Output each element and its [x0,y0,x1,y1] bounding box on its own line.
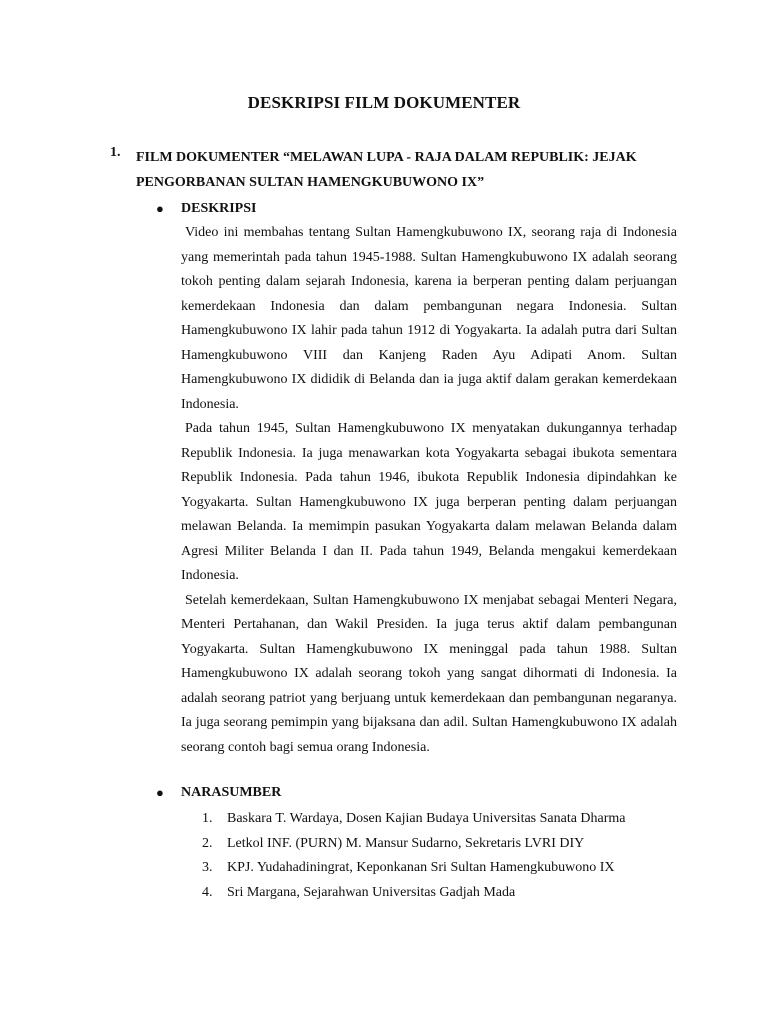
sources-heading: NARASUMBER [181,785,282,800]
section-heading: FILM DOKUMENTER “MELAWAN LUPA - RAJA DALAM REPUBLIK: JEJAK PENGORBANAN SULTAN HAMENGKUBUWONO IX” [136,150,637,190]
section-1 [110,145,680,900]
list-item [156,881,680,906]
description-paragraph-1: Video ini membahas tentang Sultan Hamengkubuwono IX, seorang raja di Indonesia yang memerintah pada tahun 1945-1988. Sultan Hamengkubuwono IX adalah seorang tokoh penting dalam sejarah Indonesia, karena ia berperan penting dalam perjuangan kemerdekaan Indonesia dan dalam pembangunan negara Indonesia. Sultan Hamengkubuwono IX lahir pada tahun 1912 di Yogyakarta. Ia adalah putra dari Sultan Hamengkubuwono VIII dan Kanjeng Raden Ayu Adipati Anom. Sultan Hamengkubuwono IX dididik di Belanda dan ia juga aktif dalam gerakan kemerdekaan Indonesia. [181,225,677,412]
list-item-text: KPJ. Yudahadiningrat, Keponkanan Sri Sultan Hamengkubuwono IX [227,860,615,875]
list-item-number: 3. [202,860,213,875]
document-title: DESKRIPSI FILM DOKUMENTER [247,93,521,112]
bullet-icon: ● [156,201,164,216]
list-item-number: 4. [202,884,213,900]
description-paragraph-2: Pada tahun 1945, Sultan Hamengkubuwono IX menyatakan dukungannya terhadap Republik Indonesia. Ia juga menawarkan kota Yogyakarta sebagai ibukota sementara Republik Indonesia. Pada tahun 1946, ibukota Republik Indonesia dipindahkan ke Yogyakarta. Sultan Hamengkubuwono IX juga berperan penting dalam perjuangan melawan Belanda. Ia memimpin pasukan Yogyakarta dalam melawan Belanda dalam Agresi Militer Belanda I dan II. Pada tahun 1949, Belanda mengakui kemerdekaan Indonesia. [181,421,677,583]
list-item [156,832,680,857]
section-number: 1. [110,145,121,160]
list-item-text: Sri Margana, Sejarahwan Universitas Gadjah Mada [227,884,516,900]
list-item-number: 1. [202,811,213,826]
sources-list [156,807,680,905]
description-paragraph-3: Setelah kemerdekaan, Sultan Hamengkubuwono IX menjabat sebagai Menteri Negara, Menteri Pertahanan, dan Wakil Presiden. Ia juga terus aktif dalam pembangunan Yogyakarta. Sultan Hamengkubuwono IX meninggal pada tahun 1988. Sultan Hamengkubuwono IX adalah seorang tokoh yang sangat dihormati di Indonesia. Ia adalah seorang patriot yang berjuang untuk kemerdekaan dan pembangunan negaranya. Ia juga seorang pemimpin yang bijaksana dan adil. Sultan Hamengkubuwono IX adalah seorang contoh bagi semua orang Indonesia. [181,592,677,755]
bullet-icon: ● [156,785,164,800]
description-block [156,197,680,760]
list-item-number: 2. [202,835,213,851]
list-item [156,856,680,881]
list-item [156,807,680,832]
description-heading: DESKRIPSI [181,201,257,216]
list-item-text: Baskara T. Wardaya, Dosen Kajian Budaya Universitas Sanata Dharma [227,811,626,826]
list-item-text: Letkol INF. (PURN) M. Mansur Sudarno, Sekretaris LVRI DIY [227,835,585,851]
sources-block [156,781,680,905]
